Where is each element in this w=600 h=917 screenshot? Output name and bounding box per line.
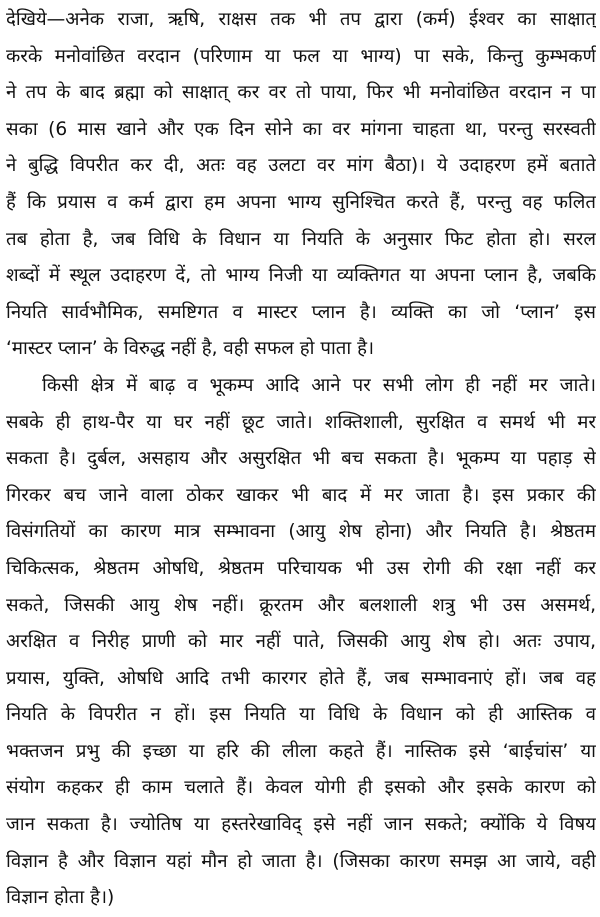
text-line: चिकित्सक, श्रेष्ठतम ओषधि, श्रेष्ठतम परिचायक भी उस रोगी की रक्षा नहीं कर (6, 557, 596, 579)
text-line: ने तप के बाद ब्रह्मा को साक्षात् कर वर तो पाया, फिर भी मनोवांछित वरदान न पा (6, 82, 596, 104)
text-line: जान सकता है। ज्योतिष या हस्तरेखाविद् इसे नहीं जान सकते; क्योंकि ये विषय (6, 814, 596, 836)
text-line: किसी क्षेत्र में बाढ़ व भूकम्प आदि आने पर सभी लोग ही नहीं मर जाते। (42, 374, 596, 396)
paragraph-2 (6, 368, 596, 917)
text-line: अरक्षित व निरीह प्राणी को मार नहीं पाते, जिसकी आयु शेष हो। अतः उपाय, (6, 631, 596, 653)
text-line: सका (6 मास खाने और एक दिन सोने का वर मांगना चाहता था, परन्तु सरस्वती (6, 118, 596, 140)
text-line: भक्तजन प्रभु की इच्छा या हरि की लीला कहते हैं। नास्तिक इसे ‘बाईचांस’ या (6, 740, 596, 762)
text-line: प्रयास, युक्ति, ओषधि आदि तभी कारगर होते हैं, जब सम्भावनाएं हों। जब वह (6, 667, 596, 689)
text-line: देखिये—अनेक राजा, ऋषि, राक्षस तक भी तप द्वारा (कर्म) ईश्वर का साक्षात् (6, 9, 596, 30)
text-line: विज्ञान होता है।) (6, 887, 115, 909)
text-line: ने बुद्धि विपरीत कर दी, अतः वह उलटा वर मांग बैठा)। ये उदाहरण हमें बताते (6, 155, 596, 177)
text-line: हैं कि प्रयास व कर्म द्वारा हम अपना भाग्य सुनिश्चित करते हैं, परन्तु वह फलित (6, 191, 596, 213)
text-line: शब्दों में स्थूल उदाहरण दें, तो भाग्य निजी या व्यक्तिगत या अपना प्लान है, जबकि (6, 265, 596, 287)
text-line: विसंगतियों का कारण मात्र सम्भावना (आयु शेष होना) और नियति है। श्रेष्ठतम (6, 521, 596, 543)
text-line: तब होता है, जब विधि के विधान या नियति के अनुसार फिट होता हो। सरल (6, 228, 596, 250)
text-line: सबके ही हाथ-पैर या घर नहीं छूट जाते। शक्तिशाली, सुरक्षित व समर्थ भी मर (6, 411, 596, 433)
text-line: करके मनोवांछित वरदान (परिणाम या फल या भाग्य) पा सके, किन्तु कुम्भकर्ण (6, 45, 596, 67)
text-line: नियति के विपरीत न हों। इस नियति या विधि के विधान को ही आस्तिक व (6, 704, 596, 726)
text-line: सकते, जिसकी आयु शेष नहीं। क्रूरतम और बलशाली शत्रु भी उस असमर्थ, (6, 594, 596, 616)
text-line: नियति सार्वभौमिक, समष्टिगत व मास्टर प्लान है। व्यक्ति का जो ‘प्लान’ इस (6, 301, 596, 323)
text-line: सकता है। दुर्बल, असहाय और असुरक्षित भी बच सकता है। भूकम्प या पहाड़ से (6, 448, 596, 470)
text-line: विज्ञान है और विज्ञान यहां मौन हो जाता है। (जिसका कारण समझ आ जाये, वही (6, 850, 596, 872)
text-line: गिरकर बच जाने वाला ठोकर खाकर भी बाद में मर जाता है। इस प्रकार की (6, 484, 596, 506)
text-line: संयोग कहकर ही काम चलाते हैं। केवल योगी ही इसको और इसके कारण को (6, 777, 596, 799)
text-line: ‘मास्टर प्लान’ के विरुद्ध नहीं है, वही सफल हो पाता है। (6, 338, 375, 360)
paragraph-1 (6, 2, 596, 368)
